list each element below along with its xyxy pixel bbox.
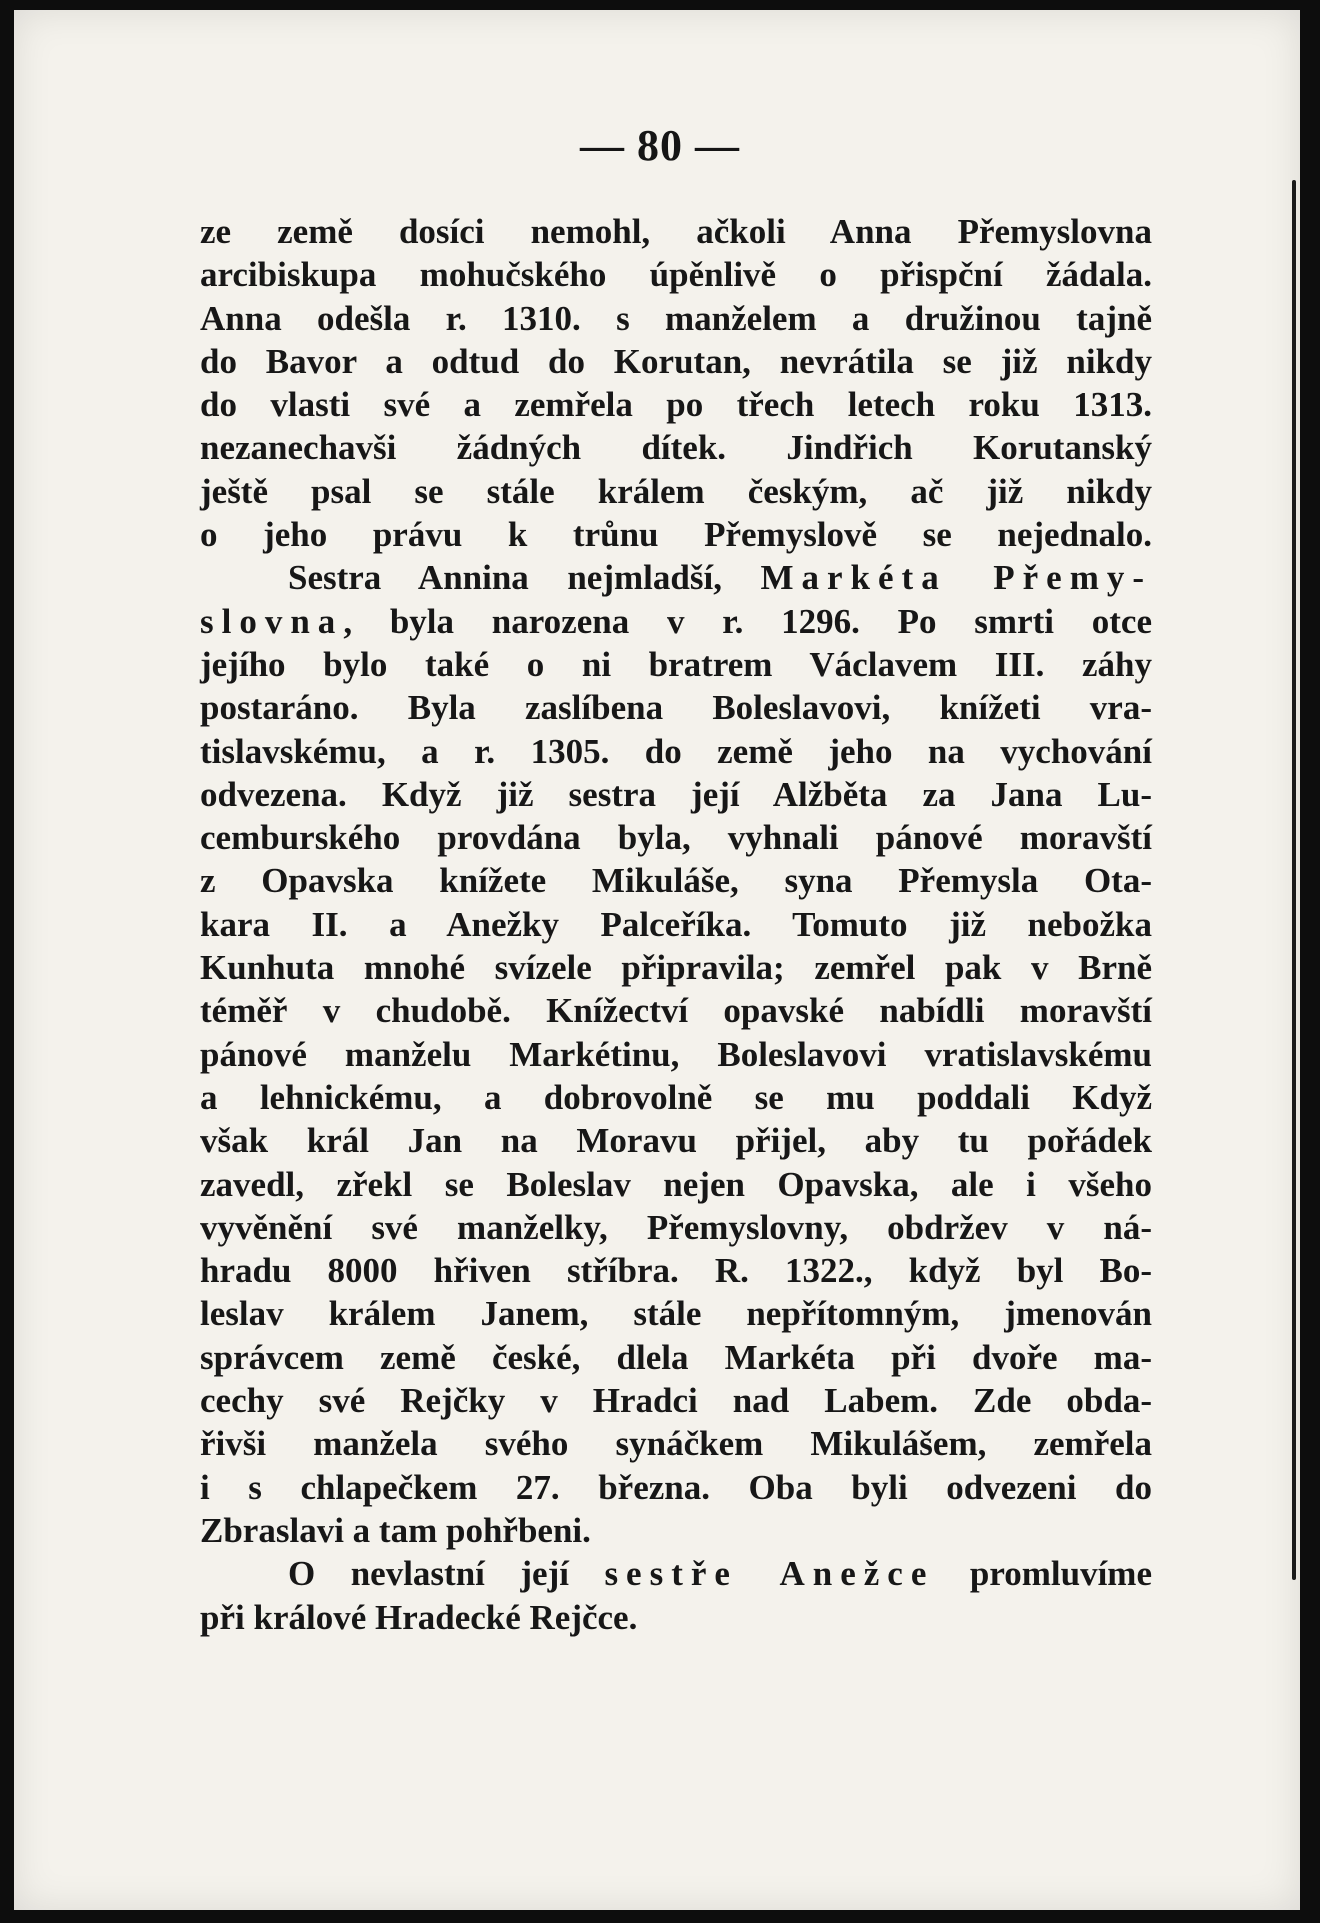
text-line	[200, 1596, 1152, 1639]
spaced-name: slovna	[200, 601, 344, 641]
text-line	[200, 1249, 1152, 1292]
text-segment: téměř v chudobě. Knížectví opavské nabídli moravští	[200, 991, 1152, 1031]
text-line	[200, 1336, 1152, 1379]
text-segment: však král Jan na Moravu přijel, aby tu pořádek	[200, 1121, 1152, 1161]
text-line	[200, 340, 1152, 383]
text-line	[200, 1509, 1152, 1552]
text-line	[200, 297, 1152, 340]
text-segment: cechy své Rejčky v Hradci nad Labem. Zde obda-	[200, 1381, 1152, 1421]
text-segment: do vlasti své a zemřela po třech letech roku 1313.	[200, 385, 1152, 425]
text-line	[200, 210, 1152, 253]
text-line	[200, 730, 1152, 773]
text-segment: jejího bylo také o ni bratrem Václavem III. záhy	[200, 644, 1152, 684]
text-segment: arcibiskupa mohučského úpěnlivě o přispční žádala.	[200, 255, 1152, 295]
text-segment: cemburského provdána byla, vyhnali pánové moravští	[200, 818, 1152, 858]
text-line	[200, 989, 1152, 1032]
text-line	[200, 1033, 1152, 1076]
page-number: — 80 —	[580, 121, 740, 170]
text-segment: postaráno. Byla zaslíbena Boleslavovi, knížeti vra-	[200, 688, 1152, 728]
text-line	[200, 1422, 1152, 1465]
text-line	[200, 859, 1152, 902]
text-line	[200, 1163, 1152, 1206]
text-line	[200, 556, 1152, 599]
text-line	[200, 643, 1152, 686]
text-line	[200, 383, 1152, 426]
text-segment: hradu 8000 hřiven stříbra. R. 1322., když byl Bo-	[200, 1251, 1152, 1291]
text-line	[200, 903, 1152, 946]
text-segment: leslav králem Janem, stále nepřítomným, jmenován	[200, 1294, 1152, 1334]
text-segment: a lehnickému, a dobrovolně se mu poddali Když	[200, 1077, 1152, 1117]
text-segment: , byla narozena v r. 1296. Po smrti otce	[343, 601, 1152, 641]
text-line	[200, 773, 1152, 816]
text-segment: o jeho právu k trůnu Přemyslově se nejednalo.	[200, 515, 1152, 555]
text-segment: vyvěnění své manželky, Přemyslovny, obdržev v ná-	[200, 1207, 1152, 1247]
text-segment: ze země dosíci nemohl, ačkoli Anna Přemyslovna	[200, 212, 1152, 251]
text-line	[200, 426, 1152, 469]
text-segment: pánové manželu Markétinu, Boleslavovi vratislavskému	[200, 1034, 1152, 1074]
text-line	[200, 816, 1152, 859]
text-segment: řivši manžela svého synáčkem Mikulášem, zemřela	[200, 1424, 1152, 1464]
text-segment: Sestra Annina nejmladší,	[288, 558, 761, 598]
text-segment: promluvíme	[934, 1554, 1152, 1594]
text-line	[200, 1119, 1152, 1162]
text-segment: Anna odešla r. 1310. s manželem a družinou tajně	[200, 298, 1152, 338]
text-segment: O nevlastní její	[288, 1554, 605, 1594]
text-line	[200, 253, 1152, 296]
text-segment: z Opavska knížete Mikuláše, syna Přemysla Ota-	[200, 861, 1152, 901]
text-line	[200, 1466, 1152, 1509]
spaced-name: Markéta Přemy-	[760, 558, 1153, 598]
text-segment: při králové Hradecké Rejčce.	[200, 1597, 638, 1637]
text-line	[200, 1206, 1152, 1249]
text-line	[200, 686, 1152, 729]
text-segment: Kunhuta mnohé svízele připravila; zemřel pak v Brně	[200, 948, 1152, 988]
body-text	[200, 210, 1152, 1639]
text-segment: odvezena. Když již sestra její Alžběta za Jana Lu-	[200, 774, 1152, 814]
text-segment: ještě psal se stále králem českým, ač již nikdy	[200, 471, 1152, 511]
text-line	[200, 513, 1152, 556]
text-segment: správcem země české, dlela Markéta při dvoře ma-	[200, 1337, 1152, 1377]
text-segment: Zbraslavi a tam pohřbeni.	[200, 1510, 591, 1550]
text-line	[200, 1379, 1152, 1422]
text-segment: zavedl, zřekl se Boleslav nejen Opavska, ale i všeho	[200, 1164, 1152, 1204]
text-segment: i s chlapečkem 27. března. Oba byli odvezeni do	[200, 1467, 1152, 1507]
text-segment: nezanechavši žádných dítek. Jindřich Korutanský	[200, 428, 1152, 468]
text-line	[200, 946, 1152, 989]
text-line	[200, 1292, 1152, 1335]
text-line	[200, 600, 1152, 643]
text-segment: do Bavor a odtud do Korutan, nevrátila se již nikdy	[200, 341, 1152, 381]
text-segment: kara II. a Anežky Palceříka. Tomuto již nebožka	[200, 904, 1152, 944]
page-edge-shadow	[1292, 180, 1296, 1580]
text-line	[200, 1552, 1152, 1595]
text-segment: tislavskému, a r. 1305. do země jeho na vychování	[200, 731, 1152, 771]
spaced-name: sestře Anežce	[604, 1554, 935, 1594]
text-line	[200, 470, 1152, 513]
text-line	[200, 1076, 1152, 1119]
